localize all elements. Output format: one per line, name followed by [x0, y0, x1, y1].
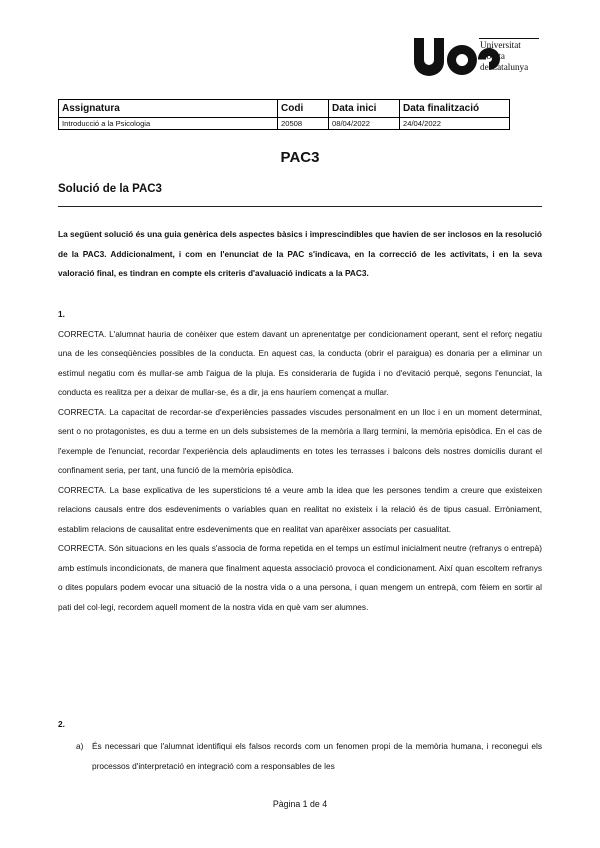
logo-wordmark	[480, 40, 528, 73]
header-data-finalitzacio: Data finalització	[400, 100, 510, 118]
page-number: Pàgina 1 de 4	[272, 799, 328, 809]
question-1-number: 1.	[58, 309, 65, 319]
divider	[58, 206, 542, 207]
cell-assignatura: Introducció a la Psicologia	[59, 118, 278, 130]
header-data-inici: Data inici	[329, 100, 400, 118]
question-1-answer-3: CORRECTA. La base explicativa de les supersticions té a veure amb la idea que les persones tendim a creure que existeixen relacions causals entre dos esdeveniments o variables quan en realitat no existeix i la relació és de tipus casual. Erròniament, establim relacions de causalitat entre esdeveniments que en realitat van aparèixer associats per casualitat.	[58, 484, 542, 534]
page-title: PAC3	[280, 149, 320, 166]
logo-line-1: Universitat	[480, 40, 521, 50]
section-subtitle: Solució de la PAC3	[58, 183, 162, 195]
question-1-answer-4: CORRECTA. Són situacions en les quals s'associa de forma repetida en el temps un estímul inicialment neutre (refranys o entrepà) amb estímuls incondicionats, de manera que finalment aquesta associació provoca el condicionament. Així quan escoltem refranys o dites populars podem evocar una situació de la nostra vida o a una persona, i quan mengem un entrepà, com fèiem en sortir al pati del col·legi, recordem aquell moment de la nostra vida en què vam ser alumnes.	[58, 543, 542, 612]
subject-table-row	[59, 118, 510, 130]
subject-table	[58, 99, 510, 130]
cell-codi: 20508	[278, 118, 329, 130]
list-marker: a)	[76, 741, 84, 751]
header-codi: Codi	[278, 100, 329, 118]
question-2-item-a	[76, 737, 542, 776]
question-2	[58, 715, 542, 735]
cell-data-inici: 08/04/2022	[329, 118, 400, 130]
question-2-number: 2.	[58, 719, 65, 729]
header-assignatura: Assignatura	[59, 100, 278, 118]
question-1	[58, 305, 542, 617]
subject-table-header-row	[59, 100, 510, 118]
logo-line-3: de Catalunya	[480, 62, 529, 72]
list-item-text: És necessari que l'alumnat identifiqui els falsos records com un fenomen propi de la memòria humana, i reconegui els processos d'interpretació en integració com a responsables de les	[92, 741, 542, 771]
logo-line-2: Oberta	[480, 51, 505, 61]
question-1-answer-1: CORRECTA. L'alumnat hauria de conèixer que estem davant un aprenentatge per condicionament operant, sent el reforç negatiu una de les conseqüències possibles de la conducta. En aquest cas, la conducta (obrir el paraigua) es donaria per a eliminar un estímul negatiu com és mullar-se amb l'aigua de la pluja. Es consideraria de fugida i no d'evitació perquè, segons l'enunciat, la conducta es realitza per a deixar de mullar-se, és a dir, ja ens hauríem començat a mullar.	[58, 328, 542, 397]
question-1-answer-2: CORRECTA. La capacitat de recordar-se d'experiències passades viscudes personalment en un lloc i en un moment determinat, sent o no protagonistes, es duu a terme en un dels subsistemes de la memòria a llarg termini, la memòria episòdica. En el cas de l'exemple de l'enunciat, recordar l'experiència dels aplaudiments en totes les terrasses i balcons dels nostres domicilis durant el confinament seria, per tant, una funció de la memòria episòdica.	[58, 406, 542, 475]
intro-paragraph: La següent solució és una guia genèrica dels aspectes bàsics i imprescindibles que havien de ser inclosos en la resolució de la PAC3. Addicionalment, i com en l'enunciat de la PAC s'indicava, en la correcció de les activitats, i en la seva valoració final, es tindran en compte els criteris d'avaluació indicats a la PAC3.	[58, 229, 542, 278]
cell-data-finalitzacio: 24/04/2022	[400, 118, 510, 130]
logo-rule	[479, 38, 539, 39]
